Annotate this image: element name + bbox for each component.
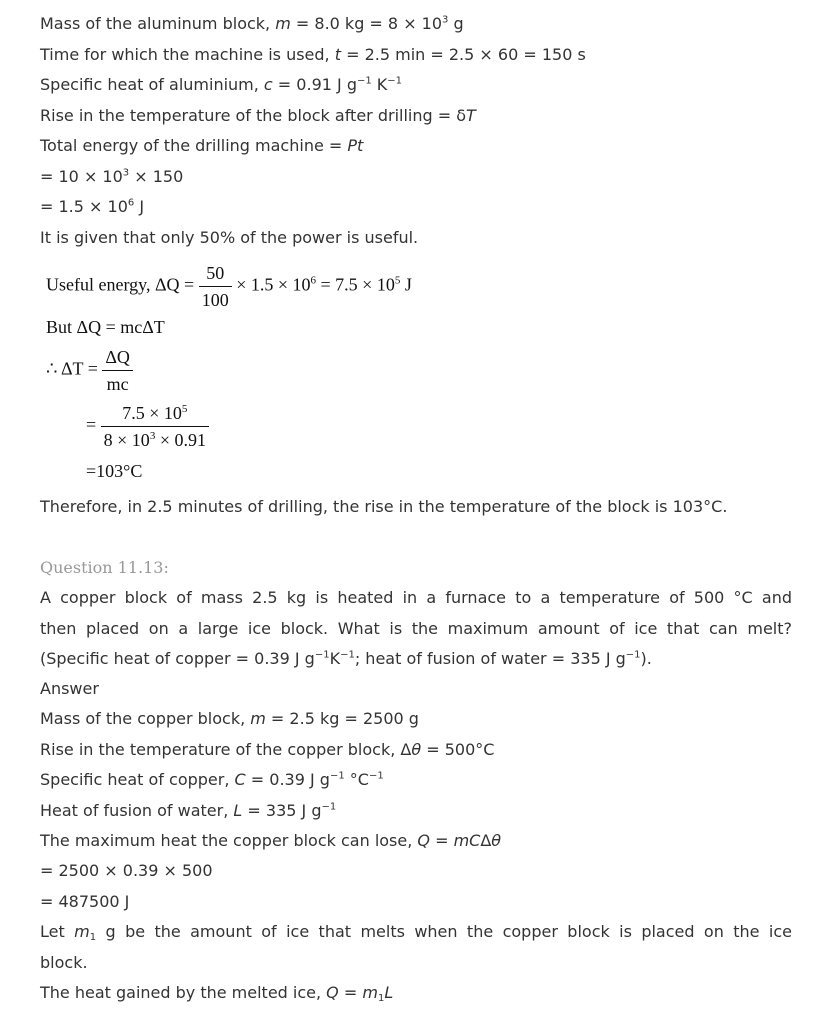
question-text: (Specific heat of copper = 0.39 J $g^{-1}K^{-1}$; heat of fusion of water = 335 J $g^{-1}$).	[40, 649, 652, 668]
fraction: $\frac{\Delta Q}{mc}$	[102, 346, 133, 395]
text-line: The maximum heat the copper block can lose, Q = mCΔθ	[40, 831, 502, 850]
text-line: = $1.5 \times 10^6$ J	[40, 197, 145, 216]
text-line: = $10 \times 10^3 \times 150$	[40, 167, 184, 186]
text-line: Time for which the machine is used, t = 2.5 min = 2.5 × 60 = 150 s	[40, 45, 586, 64]
text-line: Heat of fusion of water, L = 335 J $g^{-1}$	[40, 801, 337, 820]
question-text: then placed on a large ice block. What is the maximum amount of ice that can melt?	[40, 619, 792, 638]
but-equation: But ΔQ = mcΔT	[46, 317, 165, 337]
answer-label: Answer	[40, 679, 99, 698]
conclusion: Therefore, in 2.5 minutes of drilling, the rise in the temperature of the block is 103°C.	[40, 497, 728, 516]
substitution-equation: = $\frac{7.5 \times 10^5}{8 \times 10^3 \times 0.91}$	[86, 402, 209, 451]
text-line: Mass of the aluminum block, m = 8.0 kg = $8 \times 10^3$ g	[40, 14, 464, 33]
text-line: Let $m_1$ g be the amount of ice that melts when the copper block is placed on the ice	[40, 922, 793, 943]
text-line: Rise in the temperature of the block after drilling = δT	[40, 106, 476, 125]
fraction: $\frac{50}{100}$	[199, 262, 232, 311]
text-line: Mass of the copper block, m = 2.5 kg = 2500 g	[40, 709, 419, 728]
text-line: The heat gained by the melted ice, $Q = m_1L$	[40, 983, 394, 1004]
question-text: A copper block of mass 2.5 kg is heated in a furnace to a temperature of 500 °C and	[40, 588, 792, 607]
result-equation: =103°C	[86, 461, 143, 481]
text-line: = 487500 J	[40, 892, 130, 911]
fraction: $\frac{7.5 \times 10^5}{8 \times 10^3 \times 0.91}$	[101, 402, 209, 451]
delta-t-equation: ∴ ΔT = $\frac{\Delta Q}{mc}$	[46, 346, 133, 395]
text-line: Rise in the temperature of the copper block, Δθ = 500°C	[40, 740, 495, 759]
useful-energy-equation: Useful energy, ΔQ = $\frac{50}{100}$ × $1.5 \times 10^6 = 7.5 \times 10^5$ J	[46, 263, 412, 310]
text-line: Specific heat of copper, C = 0.39 J $g^{-1}$ $^\circ C^{-1}$	[40, 770, 384, 789]
text-line: block.	[40, 953, 88, 972]
question-title: Question 11.13:	[40, 558, 169, 577]
text-line: It is given that only 50% of the power is useful.	[40, 228, 419, 247]
text-line: Specific heat of aluminium, c = 0.91 J $g^{-1}$ $K^{-1}$	[40, 75, 403, 94]
text-line: = 2500 × 0.39 × 500	[40, 861, 213, 880]
text-line: Total energy of the drilling machine = Pt	[40, 136, 364, 155]
